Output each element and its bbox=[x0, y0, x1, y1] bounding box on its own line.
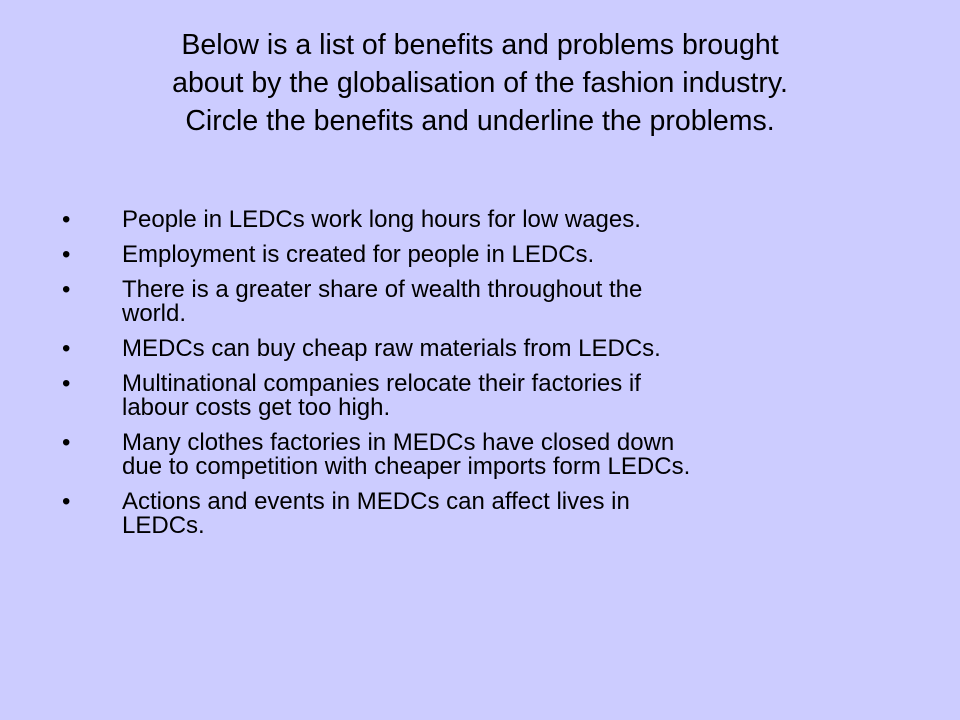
bullet-icon: • bbox=[62, 206, 71, 233]
bullet-line: world. bbox=[122, 300, 187, 327]
bullet-text bbox=[122, 278, 922, 326]
bullet-item bbox=[62, 372, 922, 420]
bullet-icon: • bbox=[62, 488, 71, 515]
bullet-line: LEDCs. bbox=[122, 512, 205, 539]
bullet-text bbox=[122, 372, 922, 420]
bullet-text bbox=[122, 431, 922, 479]
bullet-line: There is a greater share of wealth throughout the bbox=[122, 276, 643, 303]
bullet-icon: • bbox=[62, 370, 71, 397]
bullet-line: MEDCs can buy cheap raw materials from LEDCs. bbox=[122, 335, 661, 362]
bullet-item bbox=[62, 337, 922, 361]
bullet-text bbox=[122, 490, 922, 538]
bullet-line: Employment is created for people in LEDCs. bbox=[122, 241, 595, 268]
bullet-icon: • bbox=[62, 276, 71, 303]
bullet-line: Actions and events in MEDCs can affect lives in bbox=[122, 488, 630, 515]
title-line: Circle the benefits and underline the problems. bbox=[185, 105, 775, 137]
slide-title bbox=[40, 26, 920, 140]
bullet-item bbox=[62, 431, 922, 479]
bullet-icon: • bbox=[62, 335, 71, 362]
bullet-icon: • bbox=[62, 241, 71, 268]
title-line: about by the globalisation of the fashion industry. bbox=[172, 67, 788, 99]
bullet-text bbox=[122, 337, 922, 361]
bullet-icon: • bbox=[62, 429, 71, 456]
title-line: Below is a list of benefits and problems brought bbox=[181, 29, 779, 61]
bullet-line: due to competition with cheaper imports form LEDCs. bbox=[122, 453, 691, 480]
bullet-item bbox=[62, 208, 922, 232]
bullet-item bbox=[62, 278, 922, 326]
bullet-line: Multinational companies relocate their factories if bbox=[122, 370, 641, 397]
bullet-line: labour costs get too high. bbox=[122, 394, 391, 421]
bullet-item bbox=[62, 243, 922, 267]
bullet-list bbox=[62, 208, 922, 549]
bullet-item bbox=[62, 490, 922, 538]
bullet-line: Many clothes factories in MEDCs have closed down bbox=[122, 429, 675, 456]
bullet-text bbox=[122, 208, 922, 232]
bullet-line: People in LEDCs work long hours for low wages. bbox=[122, 206, 641, 233]
bullet-text bbox=[122, 243, 922, 267]
